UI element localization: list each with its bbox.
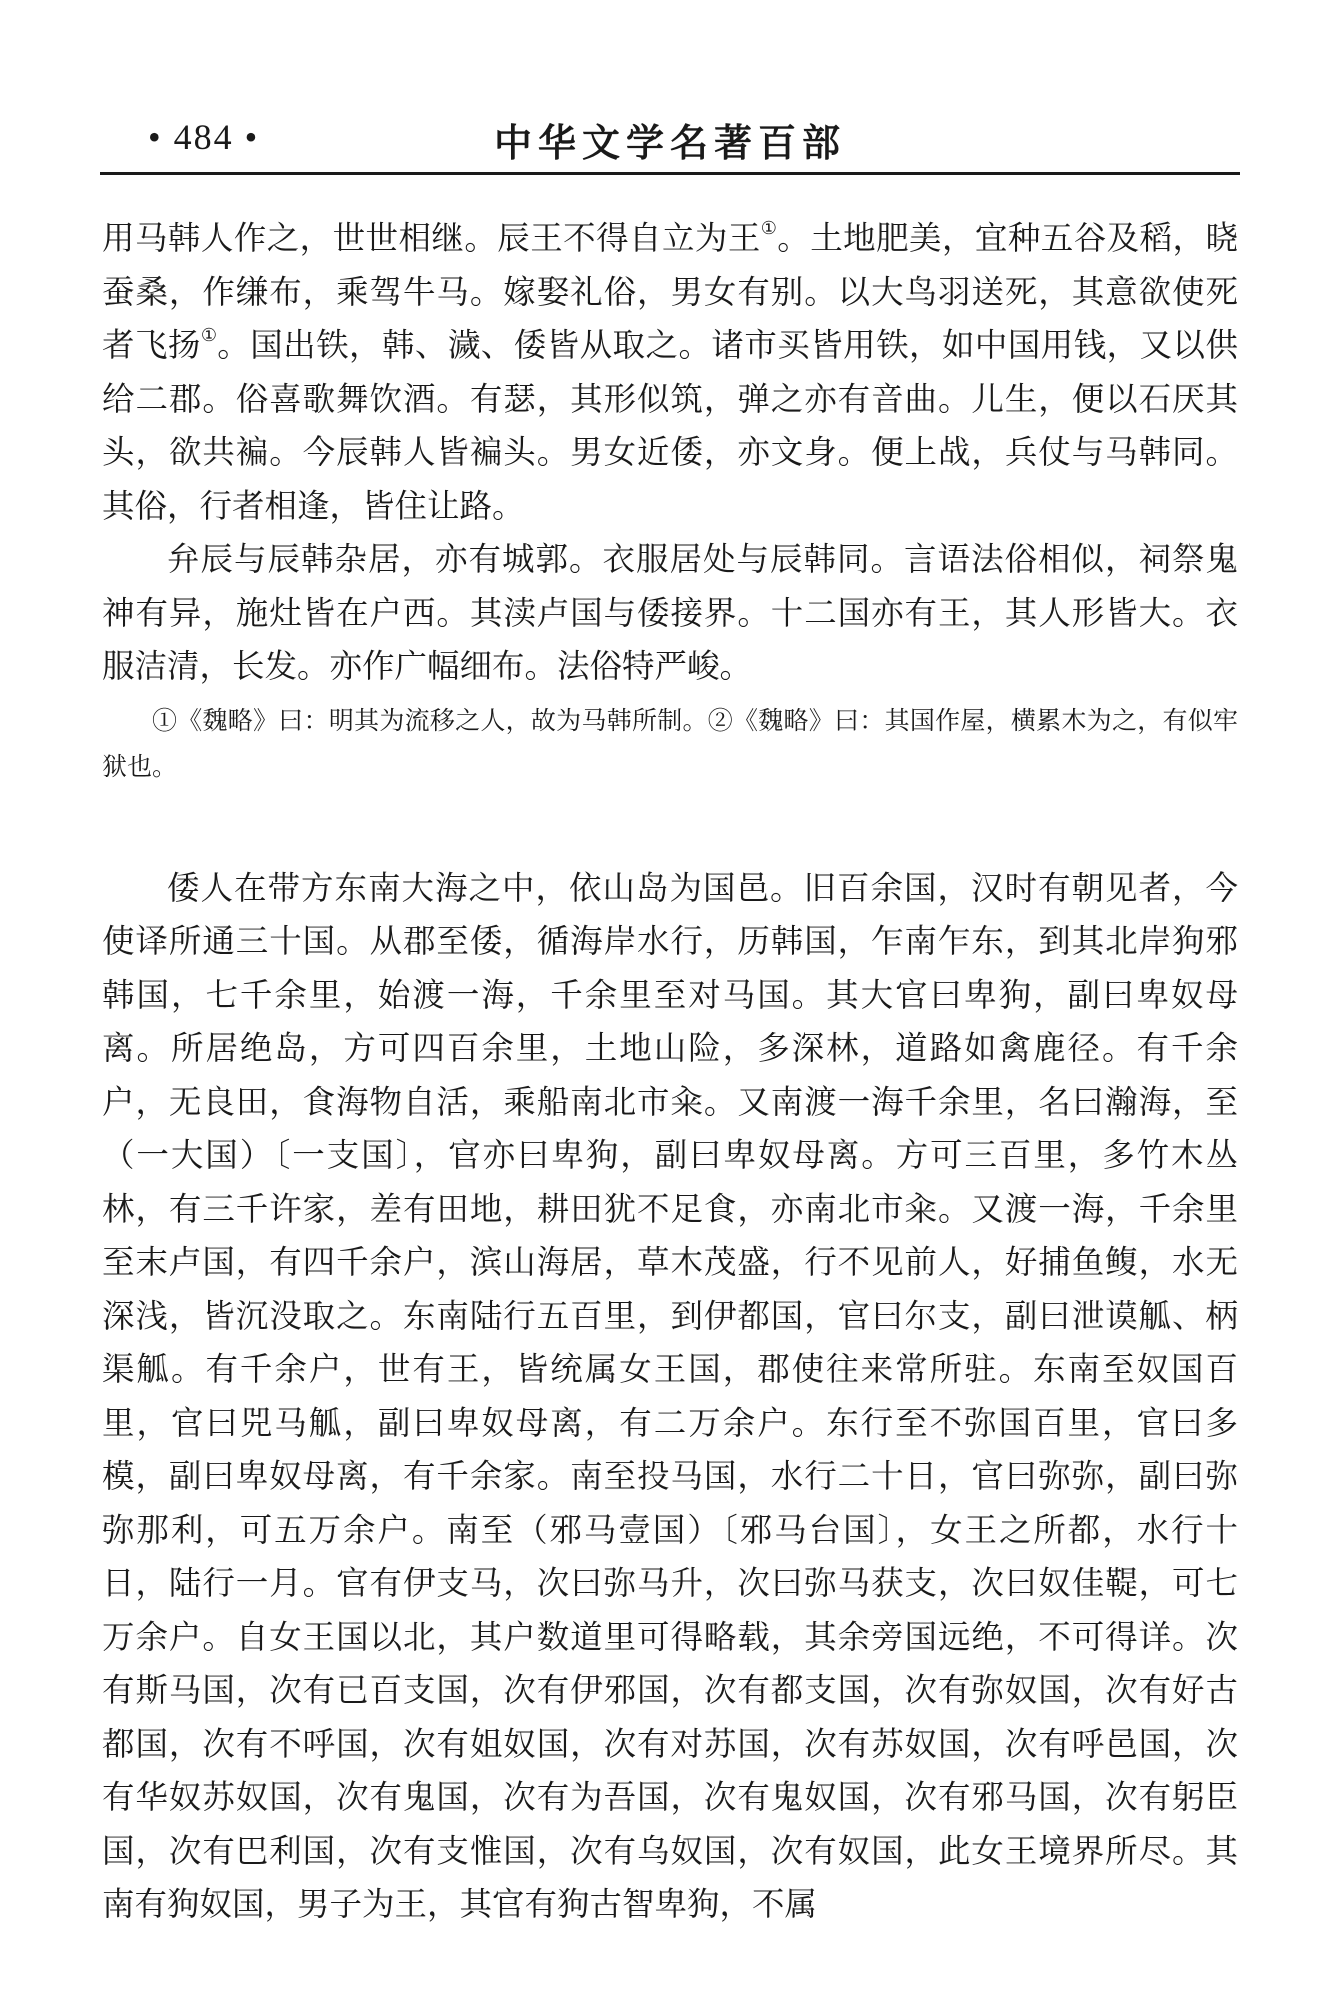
paragraph-text: 。国出铁，韩、濊、倭皆从取之。诸市买皆用铁，如中国用钱，又以供给二郡。俗喜歌舞饮酒。有瑟，其形似筑，弹之亦有音曲。儿生，便以石厌其头，欲共褊。今辰韩人皆褊头。男女近倭，亦文身。便上战，兵仗与马韩同。其俗，行者相逢，皆住让路。 bbox=[102, 326, 1238, 525]
paragraph-wa-people: 倭人在带方东南大海之中，依山岛为国邑。旧百余国，汉时有朝见者，今使译所通三十国。从郡至倭，循海岸水行，历韩国，乍南乍东，到其北岸狗邪韩国，七千余里，始渡一海，千余里至对马国。其大官曰卑狗，副曰卑奴母离。所居绝岛，方可四百余里，土地山险，多深林，道路如禽鹿径。有千余户，无良田，食海物自活，乘船南北市籴。又南渡一海千余里，名曰瀚海，至（一大国）〔一支国〕，官亦曰卑狗，副曰卑奴母离。方可三百里，多竹木丛林，有三千许家，差有田地，耕田犹不足食，亦南北市籴。又渡一海，千余里至末卢国，有四千余户，滨山海居，草木茂盛，行不见前人，好捕鱼鳆，水无深浅，皆沉没取之。东南陆行五百里，到伊都国，官曰尔支，副曰泄谟觚、柄渠觚。有千余户，世有王，皆统属女王国，郡使往来常所驻。东南至奴国百里，官曰兕马觚，副曰卑奴母离，有二万余户。东行至不弥国百里，官曰多模，副曰卑奴母离，有千余家。南至投马国，水行二十日，官曰弥弥，副曰弥弥那利，可五万余户。南至（邪马壹国）〔邪马台国〕，女王之所都，水行十日，陆行一月。官有伊支马，次曰弥马升，次曰弥马获支，次曰奴佳鞮，可七万余户。自女王国以北，其户数道里可得略载，其余旁国远绝，不可得详。次有斯马国，次有已百支国，次有伊邪国，次有都支国，次有弥奴国，次有好古都国，次有不呼国，次有姐奴国，次有对苏国，次有苏奴国，次有呼邑国，次有华奴苏奴国，次有鬼国，次有为吾国，次有鬼奴国，次有邪马国，次有躬臣国，次有巴利国，次有支惟国，次有乌奴国，次有奴国，此女王境界所尽。其南有狗奴国，男子为王，其官有狗古智卑狗，不属 bbox=[102, 868, 1238, 1923]
book-title: 中华文学名著百部 bbox=[493, 120, 846, 165]
page-body bbox=[102, 212, 1238, 1932]
footnote-marker: ① bbox=[760, 217, 778, 239]
page-number: • 484 • bbox=[148, 117, 260, 157]
paragraph-bianchen: 弁辰与辰韩杂居，亦有城郭。衣服居处与辰韩同。言语法俗相似，祠祭鬼神有异，施灶皆在户西。其渎卢国与倭接界。十二国亦有王，其人形皆大。衣服洁清，长发。亦作广幅细布。法俗特严峻。 bbox=[102, 540, 1238, 685]
page-header bbox=[100, 100, 1240, 175]
footnote: ①《魏略》曰：明其为流移之人，故为马韩所制。②《魏略》曰：其国作屋，横累木为之，有似牢狱也。 bbox=[102, 705, 1238, 781]
section-gap bbox=[102, 790, 1238, 862]
footnote-marker: ① bbox=[200, 324, 218, 346]
paragraph-text: 。土地肥美，宜种五谷及稻，晓蚕桑，作缣布，乘驾牛马。嫁娶礼俗，男女有别。以大鸟羽送死，其意欲使死者飞扬 bbox=[102, 219, 1238, 364]
paragraph-mahan-customs bbox=[102, 212, 1238, 533]
paragraph-text: 用马韩人作之，世世相继。辰王不得自立为王 bbox=[102, 219, 761, 257]
